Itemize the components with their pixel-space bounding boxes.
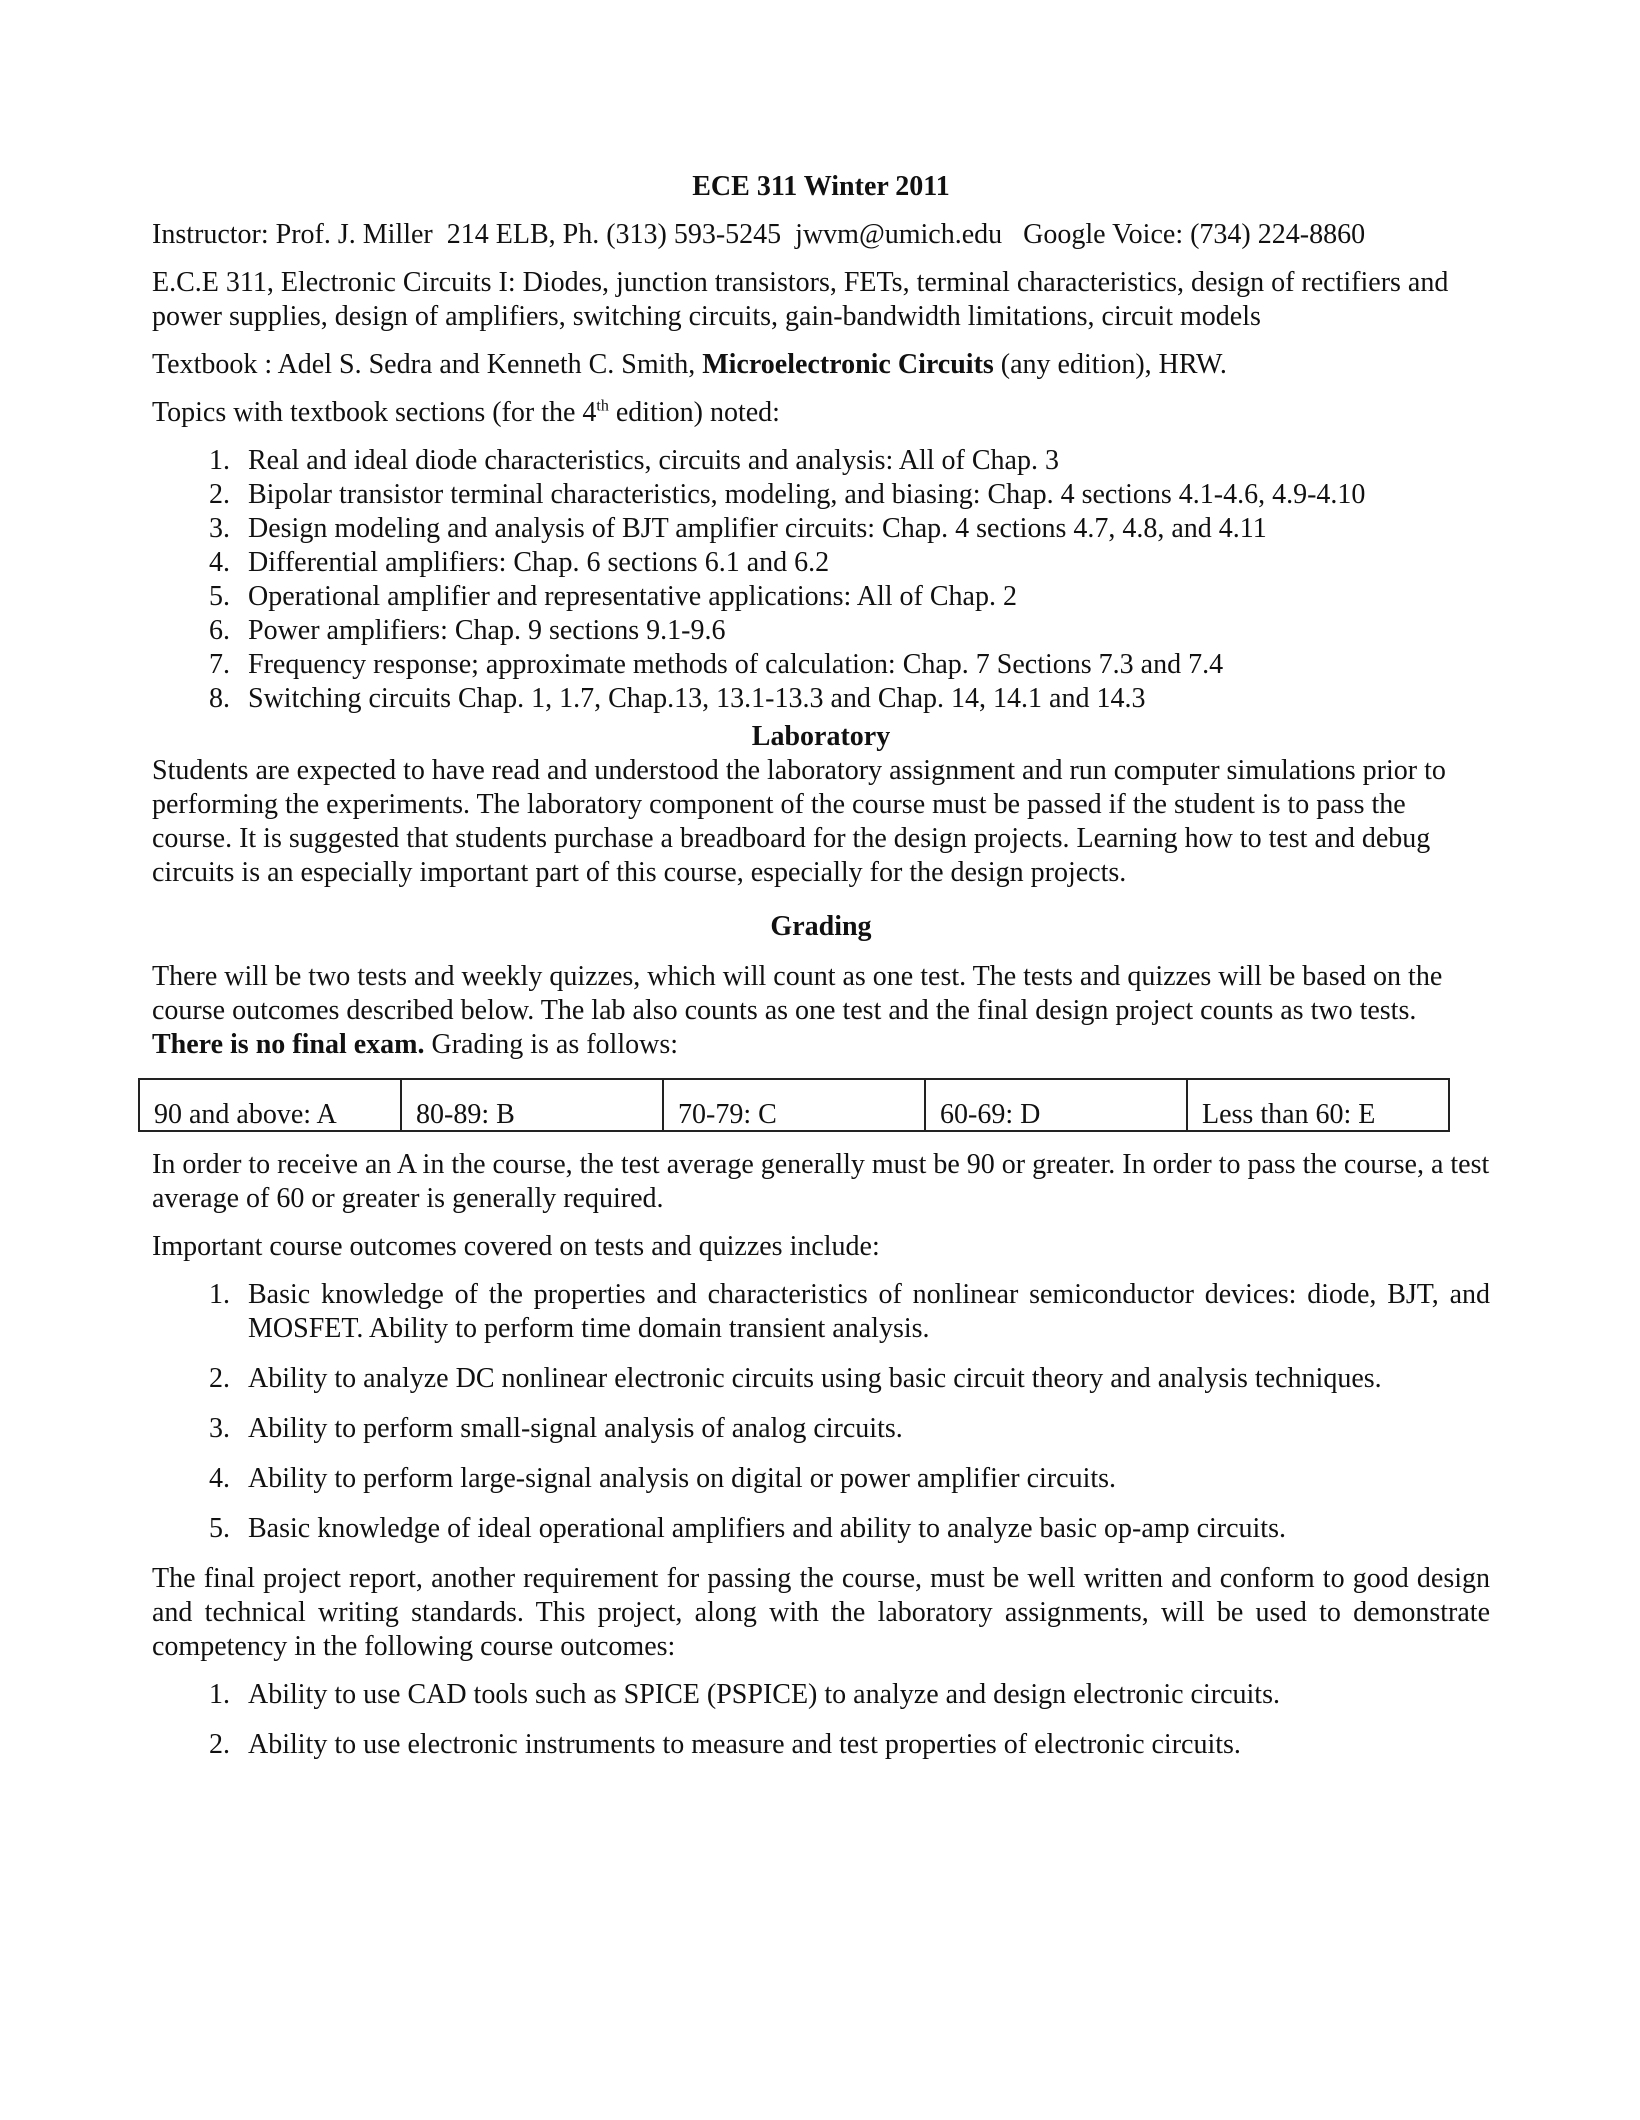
- instructor-info: Instructor: Prof. J. Miller 214 ELB, Ph. (313) 593-5245 jwvm@umich.edu Google Voice: (734) 224-8860: [152, 219, 1366, 250]
- page-title: ECE 311 Winter 2011: [692, 171, 950, 202]
- outcomes-list: [152, 1278, 1490, 1546]
- textbook-line: [152, 348, 1490, 382]
- table-row: [139, 1079, 1449, 1131]
- list-item-text: Basic knowledge of the properties and characteristics of nonlinear semiconductor devices: diode, BJT, and MOSFET. Ability to perform time domain transient analysis.: [248, 1279, 1490, 1344]
- list-item: [152, 512, 1490, 546]
- textbook-suffix: (any edition), HRW.: [993, 349, 1227, 380]
- list-item-text: Differential amplifiers: Chap. 6 sections 6.1 and 6.2: [248, 547, 830, 578]
- textbook-title: Microelectronic Circuits: [702, 349, 994, 380]
- list-item-text: Ability to perform large-signal analysis on digital or power amplifier circuits.: [248, 1463, 1117, 1494]
- outcomes-intro: Important course outcomes covered on tests and quizzes include:: [152, 1231, 880, 1262]
- course-description: E.C.E 311, Electronic Circuits I: Diodes, junction transistors, FETs, terminal characteristics, design of rectifiers and power supplies, design of amplifiers, switching circuits, gain-bandwidth limitations, circuit models: [152, 267, 1449, 332]
- laboratory-text: Students are expected to have read and understood the laboratory assignment and run computer simulations prior to performing the experiments. The laboratory component of the course must be passed if the student is to pass the course. It is suggested that students purchase a breadboard for the design projects. Learning how to test and debug circuits is an especially important part of this course, especially for the design projects.: [152, 755, 1446, 888]
- grading-text-before: There will be two tests and weekly quizzes, which will count as one test. The tests and quizzes will be based on the course outcomes described below. The lab also counts as one test and the final design project counts as two tests.: [152, 961, 1443, 1026]
- list-item-number: 3.: [209, 1413, 230, 1444]
- list-item-text: Switching circuits Chap. 1, 1.7, Chap.13, 13.1-13.3 and Chap. 14, 14.1 and 14.3: [248, 683, 1146, 714]
- list-item-number: 4.: [209, 547, 230, 578]
- topics-intro-before: Topics with textbook sections (for the 4: [152, 397, 597, 428]
- grade-cell-b: 80-89: B: [401, 1079, 663, 1131]
- grading-text-after: Grading is as follows:: [424, 1029, 679, 1060]
- list-item-text: Frequency response; approximate methods of calculation: Chap. 7 Sections 7.3 and 7.4: [248, 649, 1224, 680]
- list-item-text: Real and ideal diode characteristics, circuits and analysis: All of Chap. 3: [248, 445, 1059, 476]
- laboratory-heading: Laboratory: [751, 721, 891, 752]
- list-item: [152, 478, 1490, 512]
- list-item: [152, 444, 1490, 478]
- grade-cell-e: Less than 60: E: [1187, 1079, 1449, 1131]
- list-item: [152, 1362, 1490, 1396]
- topics-intro-after: edition) noted:: [608, 397, 780, 428]
- list-item: [152, 1462, 1490, 1496]
- list-item: [152, 546, 1490, 580]
- project-outcomes-list: [152, 1678, 1490, 1762]
- list-item-number: 5.: [209, 1513, 230, 1544]
- list-item: [152, 648, 1490, 682]
- list-item: [152, 682, 1490, 716]
- list-item-number: 1.: [209, 1279, 230, 1310]
- list-item-number: 2.: [209, 479, 230, 510]
- textbook-prefix: Textbook : Adel S. Sedra and Kenneth C. Smith,: [152, 349, 703, 380]
- topics-list: [152, 444, 1490, 716]
- grading-text: [152, 960, 1490, 1062]
- list-item: [152, 1278, 1490, 1346]
- list-item-number: 8.: [209, 683, 230, 714]
- grade-cell-d: 60-69: D: [925, 1079, 1187, 1131]
- list-item: [152, 1412, 1490, 1446]
- list-item: [152, 1512, 1490, 1546]
- grading-scale-table: [138, 1078, 1450, 1132]
- grading-note: In order to receive an A in the course, the test average generally must be 90 or greater. In order to pass the course, a test average of 60 or greater is generally required.: [152, 1149, 1490, 1214]
- no-final-exam-note: There is no final exam.: [152, 1029, 425, 1060]
- list-item: [152, 1728, 1490, 1762]
- list-item-number: 3.: [209, 513, 230, 544]
- list-item-number: 2.: [209, 1363, 230, 1394]
- list-item-number: 1.: [209, 445, 230, 476]
- topics-intro-sup: th: [596, 397, 609, 415]
- list-item-text: Operational amplifier and representative applications: All of Chap. 2: [248, 581, 1017, 612]
- topics-intro: [152, 396, 1490, 430]
- list-item-text: Power amplifiers: Chap. 9 sections 9.1-9.6: [248, 615, 726, 646]
- list-item-number: 1.: [209, 1679, 230, 1710]
- list-item-text: Ability to perform small-signal analysis of analog circuits.: [248, 1413, 903, 1444]
- list-item: [152, 614, 1490, 648]
- list-item: [152, 1678, 1490, 1712]
- list-item-text: Basic knowledge of ideal operational amplifiers and ability to analyze basic op-amp circuits.: [248, 1513, 1286, 1544]
- list-item-text: Bipolar transistor terminal characteristics, modeling, and biasing: Chap. 4 sections 4.1-4.6, 4.9-4.10: [248, 479, 1366, 510]
- project-text: The final project report, another requirement for passing the course, must be well written and conform to good design and technical writing standards. This project, along with the laboratory assignments, will be used to demonstrate competency in the following course outcomes:: [152, 1563, 1490, 1662]
- list-item-number: 6.: [209, 615, 230, 646]
- list-item: [152, 580, 1490, 614]
- list-item-text: Design modeling and analysis of BJT amplifier circuits: Chap. 4 sections 4.7, 4.8, and 4.11: [248, 513, 1267, 544]
- list-item-number: 2.: [209, 1729, 230, 1760]
- list-item-number: 4.: [209, 1463, 230, 1494]
- list-item-text: Ability to analyze DC nonlinear electronic circuits using basic circuit theory and analysis techniques.: [248, 1363, 1382, 1394]
- grade-cell-a: 90 and above: A: [139, 1079, 401, 1131]
- list-item-text: Ability to use electronic instruments to measure and test properties of electronic circuits.: [248, 1729, 1241, 1760]
- grading-heading: Grading: [770, 911, 872, 942]
- list-item-number: 5.: [209, 581, 230, 612]
- list-item-number: 7.: [209, 649, 230, 680]
- grade-cell-c: 70-79: C: [663, 1079, 925, 1131]
- list-item-text: Ability to use CAD tools such as SPICE (PSPICE) to analyze and design electronic circuits.: [248, 1679, 1280, 1710]
